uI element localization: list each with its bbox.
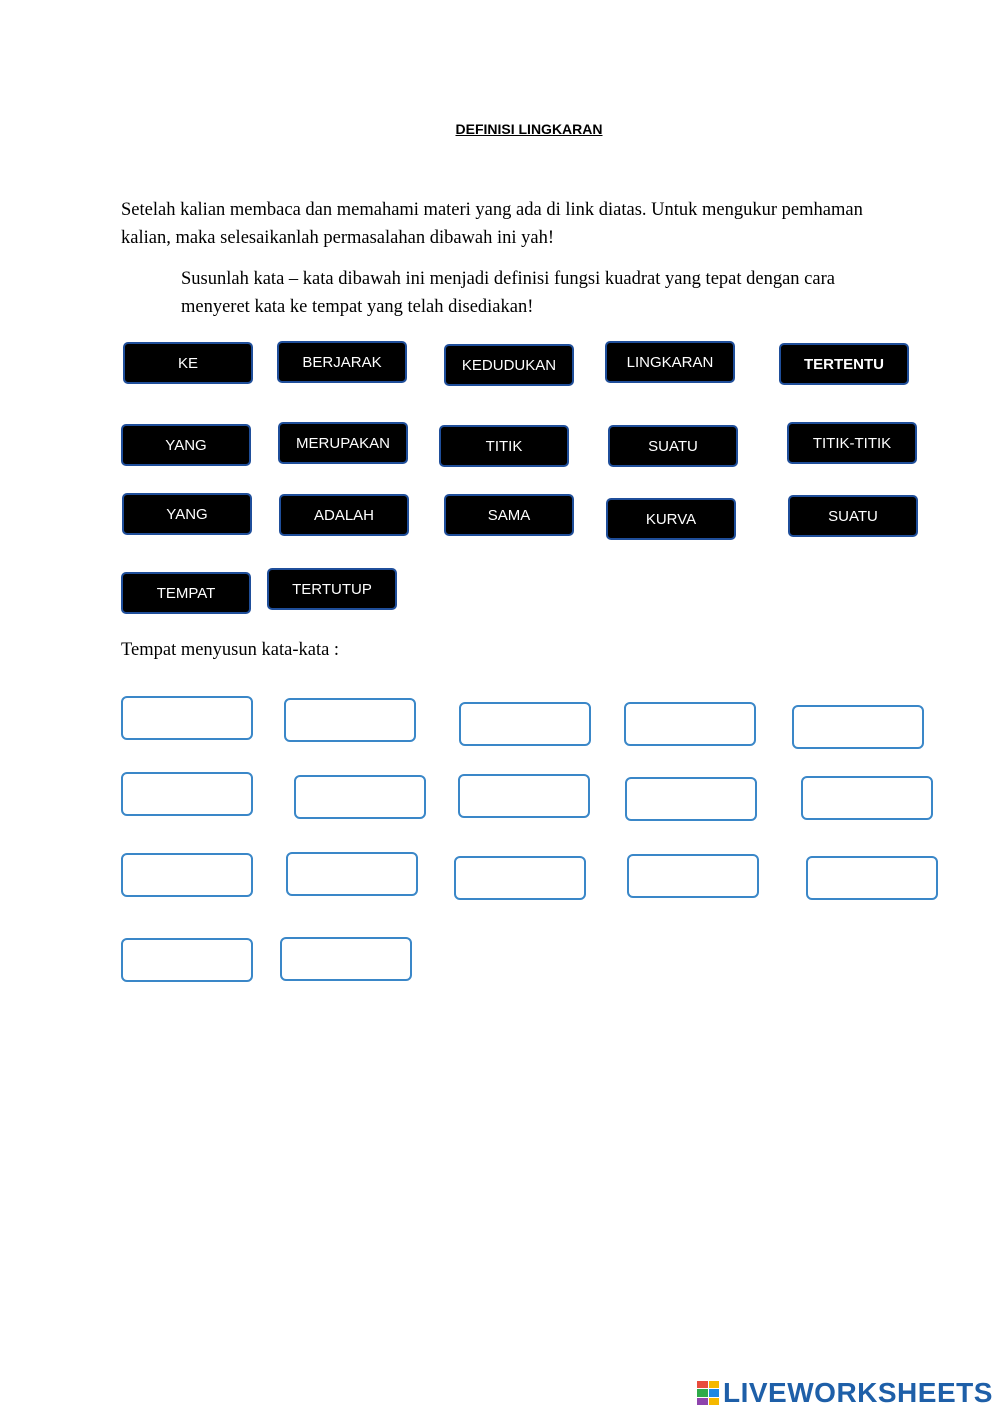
word-tile[interactable]: TITIK (439, 425, 569, 467)
drop-slot[interactable] (121, 938, 253, 982)
drop-slot[interactable] (454, 856, 586, 900)
word-tile[interactable]: YANG (121, 424, 251, 466)
logo-text: LIVEWORKSHEETS (723, 1377, 993, 1408)
drop-slot[interactable] (121, 853, 253, 897)
word-tile[interactable]: KE (123, 342, 253, 384)
word-tile[interactable]: TERTENTU (779, 343, 909, 385)
drop-slot[interactable] (280, 937, 412, 981)
word-tile[interactable]: KEDUDUKAN (444, 344, 574, 386)
word-tile[interactable]: ADALAH (279, 494, 409, 536)
liveworksheets-logo-icon (697, 1381, 719, 1405)
drop-slot[interactable] (627, 854, 759, 898)
page-title: DEFINISI LINGKARAN (455, 121, 603, 137)
drop-slot[interactable] (806, 856, 938, 900)
drop-slot[interactable] (286, 852, 418, 896)
drop-slot[interactable] (458, 774, 590, 818)
word-tile[interactable]: TITIK-TITIK (787, 422, 917, 464)
drop-slot[interactable] (624, 702, 756, 746)
word-tile[interactable]: YANG (122, 493, 252, 535)
word-tile[interactable]: SUATU (788, 495, 918, 537)
drop-slot[interactable] (801, 776, 933, 820)
drop-slot[interactable] (459, 702, 591, 746)
drop-slot[interactable] (792, 705, 924, 749)
word-tile[interactable]: BERJARAK (277, 341, 407, 383)
liveworksheets-logo[interactable] (697, 1377, 993, 1409)
word-tile[interactable]: KURVA (606, 498, 736, 540)
intro-paragraph: Setelah kalian membaca dan memahami materi yang ada di link diatas. Untuk mengukur pemhaman kalian, maka selesaikanlah permasalahan dibawah ini yah! (121, 200, 863, 248)
word-tile[interactable]: MERUPAKAN (278, 422, 408, 464)
word-tile[interactable]: TEMPAT (121, 572, 251, 614)
drop-slot[interactable] (121, 772, 253, 816)
word-tile[interactable]: LINGKARAN (605, 341, 735, 383)
drop-slot[interactable] (294, 775, 426, 819)
drop-slot[interactable] (284, 698, 416, 742)
drop-slot[interactable] (121, 696, 253, 740)
instruction-text: Susunlah kata – kata dibawah ini menjadi definisi fungsi kuadrat yang tepat dengan cara menyeret kata ke tempat yang telah disediakan! (181, 269, 835, 317)
slots-label: Tempat menyusun kata-kata : (121, 640, 340, 660)
drop-slot[interactable] (625, 777, 757, 821)
word-tile[interactable]: SUATU (608, 425, 738, 467)
word-tile[interactable]: TERTUTUP (267, 568, 397, 610)
word-tile[interactable]: SAMA (444, 494, 574, 536)
